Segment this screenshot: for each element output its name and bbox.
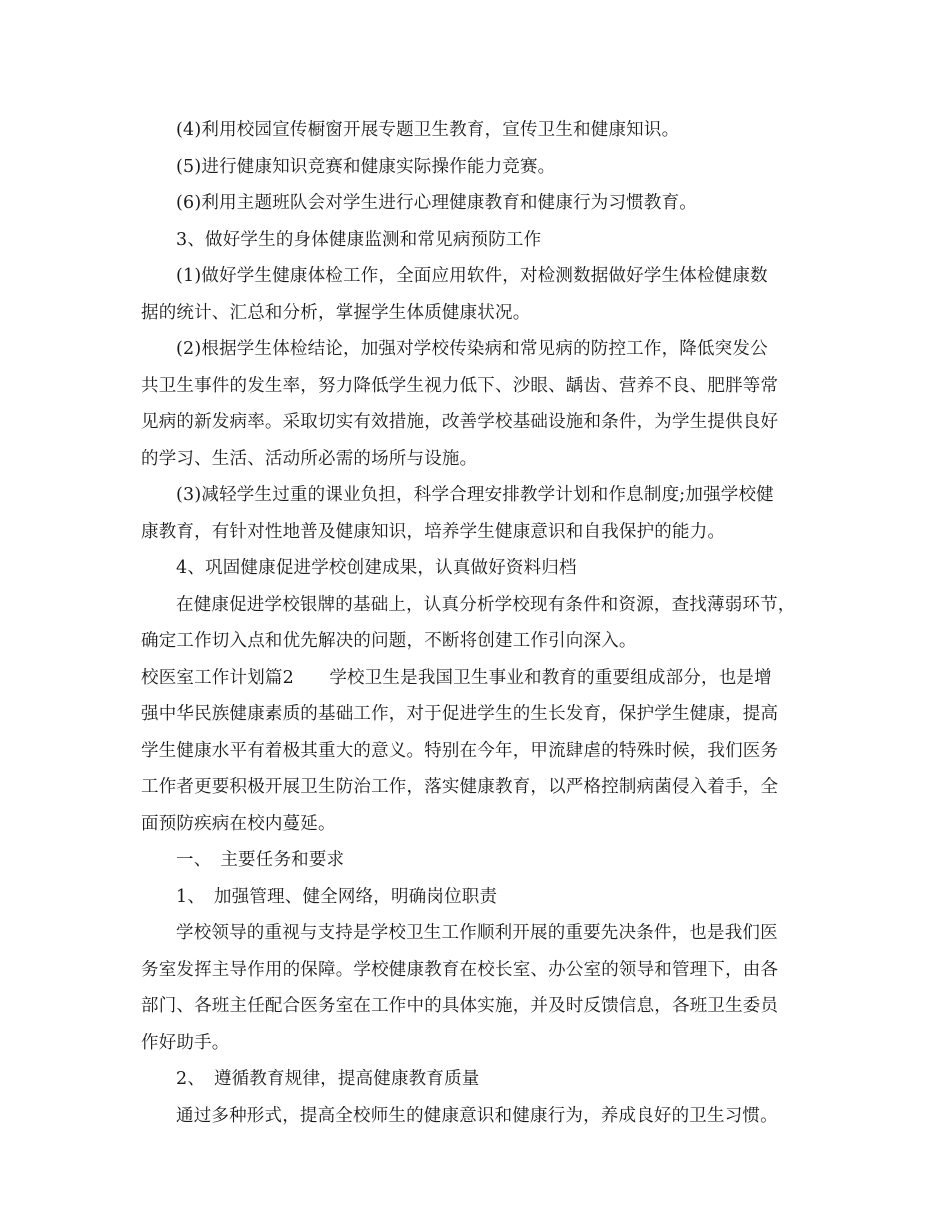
paragraph-line: 作好助手。 — [141, 1032, 230, 1053]
paragraph-line: 在健康促进学校银牌的基础上，认真分析学校现有条件和资源，查找薄弱环节， — [176, 594, 796, 615]
paragraph-line: 工作者更要积极开展卫生防治工作，落实健康教育，以严格控制病菌侵入着手，全 — [141, 777, 779, 797]
paragraph-line: 确定工作切入点和优先解决的问题，不断将创建工作引向深入。 — [141, 631, 637, 651]
section-heading: 2、 遵循教育规律，提高健康教育质量 — [176, 1069, 480, 1089]
paragraph-line: 通过多种形式，提高全校师生的健康意识和健康行为，养成良好的卫生习惯。 — [176, 1105, 778, 1126]
article-title-line: 校医室工作计划篇2 学校卫生是我国卫生事业和教育的重要组成部分，也是增 — [141, 667, 772, 688]
paragraph-line: 学校领导的重视与支持是学校卫生工作顺利开展的重要先决条件，也是我们医 — [176, 923, 778, 943]
paragraph-line: (5)进行健康知识竞赛和健康实际操作能力竞赛。 — [176, 156, 556, 177]
paragraph-line: (2)根据学生体检结论，加强对学校传染病和常见病的防控工作，降低突发公 — [176, 339, 768, 359]
paragraph-line: 务室发挥主导作用的保障。学校健康教育在校长室、办公室的领导和管理下，由各 — [141, 959, 779, 980]
paragraph-line: 面预防疾病在校内蔓延。 — [141, 813, 336, 834]
section-heading: 4、巩固健康促进学校创建成果，认真做好资料归档 — [176, 558, 577, 578]
paragraph-line: 强中华民族健康素质的基础工作，对于促进学生的生长发育，保护学生健康，提高 — [141, 704, 779, 724]
paragraph-line: (1)做好学生健康体检工作，全面应用软件，对检测数据做好学生体检健康数 — [176, 266, 768, 286]
section-heading: 1、 加强管理、健全网络，明确岗位职责 — [176, 886, 498, 907]
section-heading: 一、 主要任务和要求 — [176, 850, 345, 870]
paragraph-line: (4)利用校园宣传橱窗开展专题卫生教育，宣传卫生和健康知识。 — [176, 120, 680, 140]
paragraph-line: 部门、各班主任配合医务室在工作中的具体实施，并及时反馈信息，各班卫生委员 — [141, 996, 779, 1016]
document-body — [141, 112, 821, 1134]
paragraph-line: 据的统计、汇总和分析，掌握学生体质健康状况。 — [141, 302, 531, 323]
paragraph-line: 学生健康水平有着极其重大的意义。特别在今年，甲流肆虐的特殊时候，我们医务 — [141, 740, 779, 761]
paragraph-line: 康教育，有针对性地普及健康知识，培养学生健康意识和自我保护的能力。 — [141, 521, 726, 542]
paragraph-line: 共卫生事件的发生率，努力降低学生视力低下、沙眼、龋齿、营养不良、肥胖等常 — [141, 375, 779, 396]
paragraph-line: 的学习、生活、活动所必需的场所与设施。 — [141, 448, 478, 469]
paragraph-line: (3)减轻学生过重的课业负担，科学合理安排教学计划和作息制度;加强学校健 — [176, 485, 774, 505]
section-heading: 3、做好学生的身体健康监测和常见病预防工作 — [176, 229, 542, 250]
paragraph-line: (6)利用主题班队会对学生进行心理健康教育和健康行为习惯教育。 — [176, 193, 697, 213]
paragraph-line: 见病的新发病率。采取切实有效措施，改善学校基础设施和条件，为学生提供良好 — [141, 412, 779, 432]
